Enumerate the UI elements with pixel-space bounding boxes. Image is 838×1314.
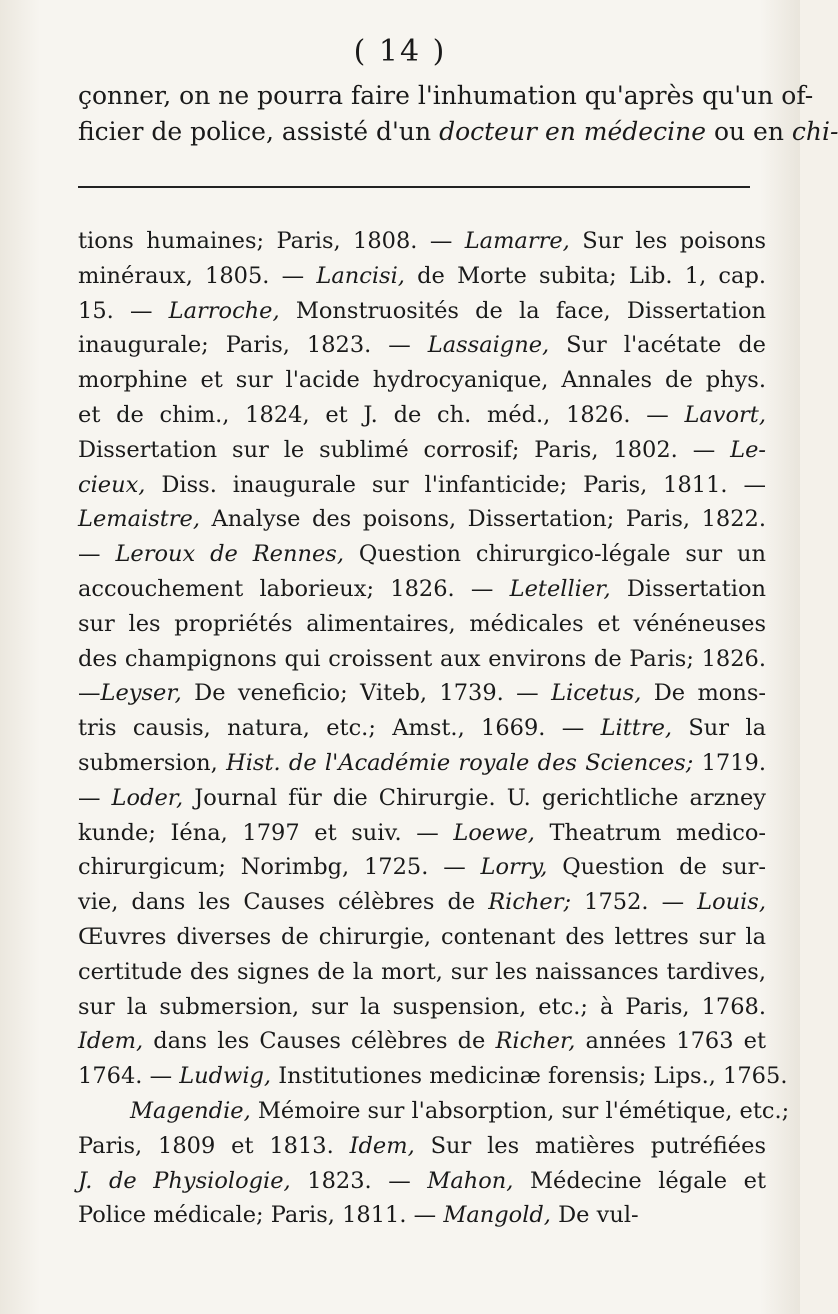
italic-run: Magendie,	[130, 1097, 251, 1124]
main-text-line	[78, 78, 814, 114]
text-run: De mons-	[641, 680, 766, 707]
text-run: certitude des signes de la mort, sur les naissances tardives,	[78, 958, 766, 985]
footnote-line	[78, 990, 766, 1025]
footnote-line	[78, 711, 766, 746]
text-run: tris causis, natura, etc.; Amst., 1669. —	[78, 715, 601, 742]
footnote-line	[78, 468, 766, 503]
footnote-line	[78, 1198, 766, 1233]
footnote-line	[78, 1024, 766, 1059]
footnote-line	[78, 920, 766, 955]
italic-run: Mahon,	[427, 1167, 514, 1194]
text-run: De vul-	[550, 1202, 639, 1229]
italic-run: Hist. de l'Académie royale des Sciences;	[226, 749, 694, 776]
italic-run: Lassaigne,	[427, 332, 550, 359]
text-run: années 1763 et	[575, 1028, 766, 1055]
italic-run: Lorry,	[480, 854, 548, 881]
text-run: Sur la	[672, 715, 766, 742]
footnote-line	[78, 224, 766, 259]
footnote-line	[78, 850, 766, 885]
text-run: kunde; Iéna, 1797 et suiv. —	[78, 819, 454, 846]
italic-run: Leyser,	[100, 680, 182, 707]
italic-run: cieux,	[78, 471, 146, 498]
text-run: Monstruosités de la face, Dissertation	[279, 297, 766, 324]
text-run: 1752. —	[571, 889, 698, 916]
italic-run: Lavort,	[684, 401, 766, 428]
text-run: tions humaines; Paris, 1808. —	[78, 228, 465, 254]
footnote-separator-rule	[78, 186, 750, 188]
italic-run: Larroche,	[168, 297, 280, 324]
text-run: sur la submersion, sur la suspension, etc.; à Paris, 1768.	[78, 993, 766, 1020]
italic-run: Loewe,	[453, 819, 535, 846]
text-run: chirurgicum; Norimbg, 1725. —	[78, 854, 481, 881]
italic-run: Leroux de Rennes,	[115, 541, 344, 568]
text-run: Sur l'acétate de	[549, 332, 766, 359]
footnote-line	[78, 781, 766, 816]
main-text	[78, 78, 838, 150]
footnote-line	[78, 572, 766, 607]
italic-run: docteur en médecine	[439, 117, 706, 146]
italic-run: Loder,	[111, 784, 184, 811]
text-run: submersion,	[78, 749, 227, 776]
footnote-line	[78, 1129, 766, 1164]
footnote-line	[78, 398, 766, 433]
footnote-line	[78, 885, 766, 920]
text-run: Mémoire sur l'absorption, sur l'émétique, etc.;	[250, 1097, 790, 1124]
text-run: vie, dans les Causes célèbres de	[78, 889, 489, 916]
text-run: Journal für die Chirurgie. U. gerichtliche arzney	[183, 784, 767, 811]
text-run: Theatrum medico-	[534, 819, 766, 846]
footnote-line	[78, 816, 766, 851]
main-text-line	[78, 114, 838, 150]
text-run: Dissertation sur le sublimé corrosif; Paris, 1802. —	[78, 436, 731, 463]
text-run: 1719.	[693, 749, 767, 776]
footnote-line	[78, 1094, 790, 1129]
text-run: Analyse des poisons, Dissertation; Paris, 1822.	[200, 506, 766, 533]
italic-run: Letellier,	[509, 575, 611, 602]
text-run: çonner, on ne pourra faire l'inhumation qu'après qu'un of-	[78, 81, 814, 110]
text-run: Police médicale; Paris, 1811. —	[78, 1202, 444, 1229]
text-run: ou en	[706, 117, 792, 146]
footnote-references	[78, 224, 790, 1233]
text-run: 1764. —	[78, 1063, 180, 1090]
italic-run: Mangold,	[443, 1202, 551, 1229]
text-run: Dissertation	[610, 575, 766, 602]
text-run: sur les propriétés alimentaires, médicales et vénéneuses	[78, 610, 766, 637]
italic-run: Ludwig,	[179, 1063, 272, 1090]
text-run: des champignons qui croissent aux environs de Paris; 1826.	[78, 645, 766, 672]
text-run: et de chim., 1824, et J. de ch. méd., 1826. —	[78, 401, 685, 428]
italic-run: Idem,	[349, 1132, 415, 1159]
text-run: minéraux, 1805. —	[78, 262, 317, 289]
text-run: de Morte subita; Lib. 1, cap.	[404, 262, 767, 289]
text-run: Œuvres diverses de chirurgie, contenant des lettres sur la	[78, 923, 766, 950]
italic-run: chi-	[791, 117, 838, 146]
footnote-line	[78, 363, 766, 398]
italic-run: Lancisi,	[316, 262, 405, 289]
text-run: —	[78, 784, 112, 811]
italic-run: Richer,	[495, 1028, 576, 1055]
text-run: ficier de police, assisté d'un	[78, 117, 440, 146]
text-run: —	[78, 680, 101, 707]
text-run: Question de sur-	[547, 854, 766, 881]
footnote-line	[78, 676, 766, 711]
text-run: Sur les matières putréfiées	[414, 1132, 766, 1159]
text-run: Question chirurgico-légale sur un	[344, 541, 767, 568]
italic-run: Lemaistre,	[78, 506, 201, 533]
text-run: De veneficio; Viteb, 1739. —	[181, 680, 552, 707]
italic-run: J. de Physiologie,	[78, 1167, 291, 1194]
text-run: inaugurale; Paris, 1823. —	[78, 332, 428, 359]
footnote-line	[78, 607, 766, 642]
italic-run: Louis,	[697, 889, 766, 916]
text-run: Diss. inaugurale sur l'infanticide; Paris, 1811. —	[145, 471, 766, 498]
text-run: Paris, 1809 et 1813.	[78, 1132, 350, 1159]
italic-run: Richer;	[488, 889, 572, 916]
text-run: Institutiones medicinæ forensis; Lips., 1765.	[271, 1063, 788, 1090]
italic-run: Idem,	[78, 1028, 144, 1055]
footnote-line	[78, 1059, 788, 1094]
footnote-line	[78, 537, 766, 572]
text-run: 1823. —	[290, 1167, 428, 1194]
footnote-line	[78, 642, 766, 677]
page-number: ( 14 )	[353, 34, 447, 69]
footnote-line	[78, 294, 766, 329]
italic-run: Le-	[730, 436, 766, 463]
text-run: morphine et sur l'acide hydrocyanique, Annales de phys.	[78, 367, 766, 394]
text-run: dans les Causes célèbres de	[143, 1028, 496, 1055]
footnote-line	[78, 259, 766, 294]
text-run: accouchement laborieux; 1826. —	[78, 575, 510, 602]
text-run: —	[78, 541, 116, 568]
text-run: Sur les poisons	[569, 228, 766, 254]
text-run: 15. —	[78, 297, 169, 324]
footnote-line	[78, 328, 766, 363]
italic-run: Lamarre,	[464, 228, 570, 254]
footnote-line	[78, 1164, 766, 1199]
footnote-line	[78, 746, 766, 781]
footnote-line	[78, 502, 766, 537]
italic-run: Littre,	[600, 715, 673, 742]
footnote-line	[78, 433, 766, 468]
footnote-line	[78, 955, 766, 990]
text-run: Médecine légale et	[513, 1167, 766, 1194]
italic-run: Licetus,	[551, 680, 642, 707]
